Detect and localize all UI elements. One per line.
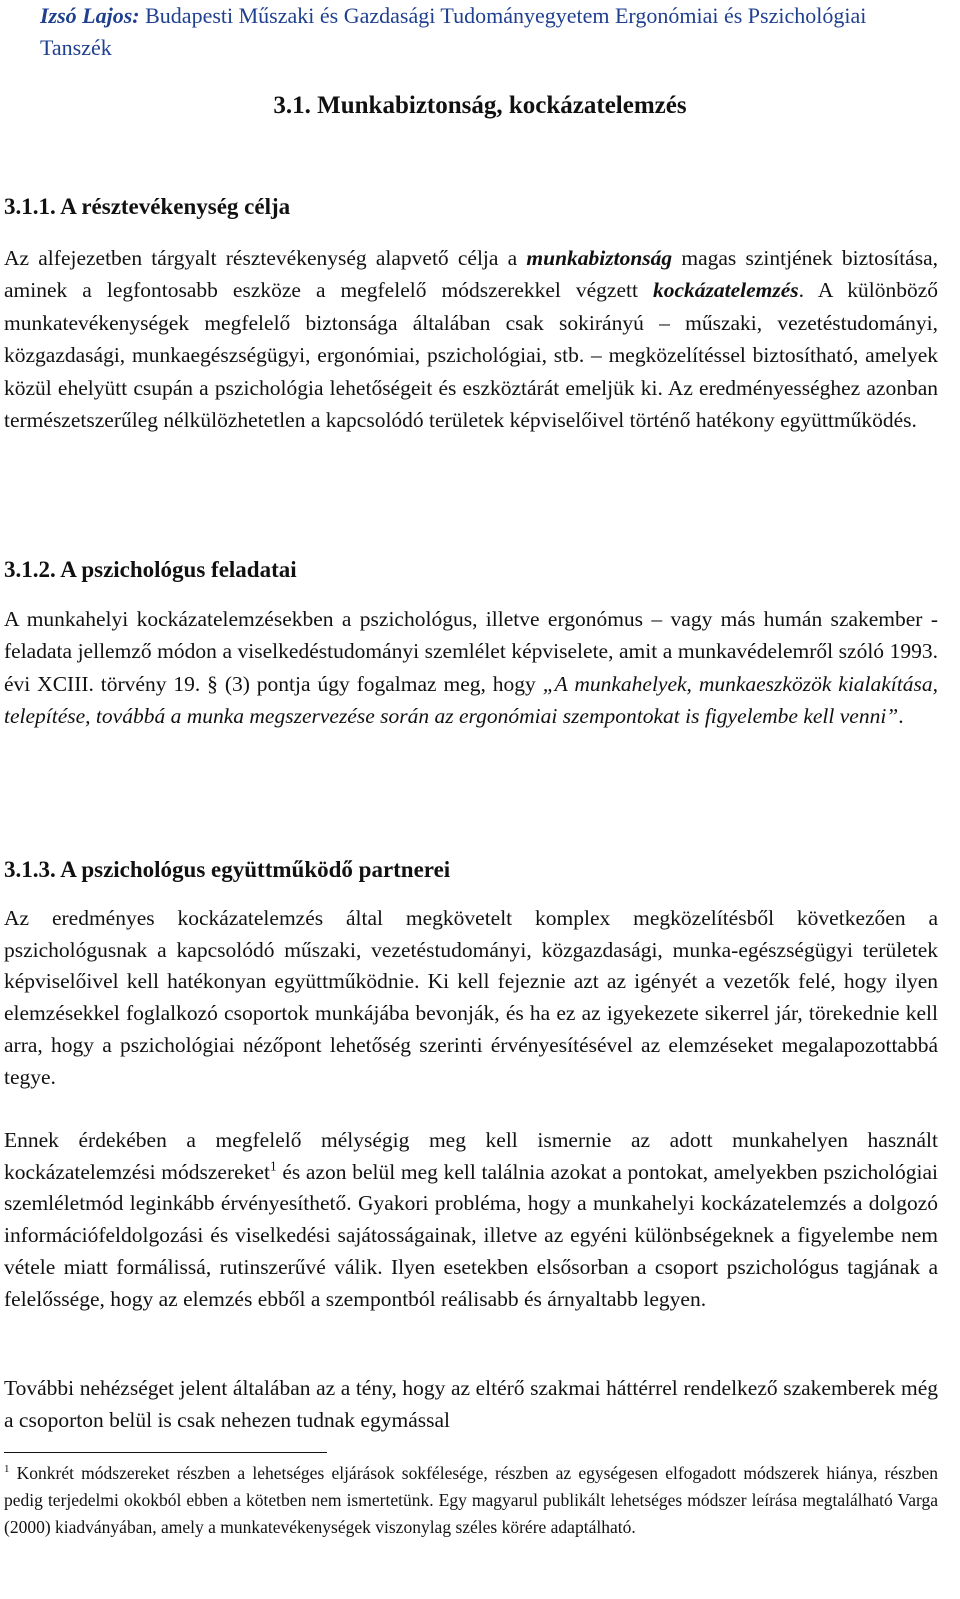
text-run: Az alfejezetben tárgyalt résztevékenység alapvető célja a (4, 246, 527, 270)
paragraph-partners-2 (4, 1125, 938, 1315)
subsection-title-3: 3.1.3. A pszichológus együttműködő partnerei (4, 857, 451, 882)
paragraph-partners-1: Az eredményes kockázatelemzés által megkövetelt komplex megközelítésből következően a pszichológusnak a kapcsolódó műszaki, vezetéstudományi, közgazdasági, munka-egészségügyi területek képviselőivel kell hatékonyan együttműködnie. Ki kell fejeznie azt az igényét a vezetők felé, hogy ilyen elemzésekkel foglalkozó csoportok munkájába bevonják, és ha ez az igyekezete sikerrel jár, törekednie kell arra, hogy a pszichológiai nézőpont lehetőség szerinti érvényesítésével az elemzéseket megalapozottabbá tegye. (4, 906, 938, 1089)
footnote-mark: 1 (4, 1462, 10, 1475)
emphasis-kockazatelemzes: kockázatelemzés (652, 278, 799, 303)
subsection-title-1: 3.1.1. A résztevékenység célja (4, 194, 291, 219)
text-run: A munkahelyi kockázatelemzésekben a pszichológus, illetve ergonómus – vagy más humán szakember - feladata jellemző módon a viselkedéstudományi szemlélet képviselete, amit a munkavédelemről szóló 1993. évi XCIII. törvény 19. § (3) pontja úgy fogalmaz meg, hogy (4, 607, 938, 696)
text-run: . (898, 704, 904, 729)
law-quote: „A munkahelyek, munkaeszközök kialakítása, telepítése, továbbá a munka megszervezése során az ergonómiai szempontokat is figyelembe kell venni” (4, 671, 939, 729)
paragraph-tasks (4, 603, 938, 733)
text-run: és azon belül meg kell találnia azokat a pontokat, amelyekben pszichológiai szemléletmód leginkább érvényesíthető. Gyakori probléma, hogy a munkahelyi kockázatelemzés a dolgozó információfeldolgozási és viselkedési sajátosságainak, illetve az egyéni különbségeknek a figyelembe nem vétele miatt formálissá, rutinszerűvé válik. Ilyen esetekben elsősorban a csoport pszichológus tagjának a felelőssége, hogy az elemzés ebből a szempontból reálisabb és árnyaltabb legyen. (4, 1159, 939, 1311)
section-title: 3.1. Munkabiztonság, kockázatelemzés (273, 92, 687, 119)
footnote-text: Konkrét módszereket részben a lehetséges eljárások sokfélesége, részben az egységesen elfogadott módszerek hiánya, részben pedig terjedelmi okokból ebben a kötetben nem ismertetünk. Egy magyarul publikált lehetséges módszer leírása megtalálható Varga (2000) kiadványában, amely a munkatevékenységek viszonylag széles körére adaptálható. (4, 1463, 938, 1537)
footnote-reference: 1 (269, 1158, 277, 1174)
footnote (4, 1460, 938, 1541)
paragraph-partners-3: További nehézséget jelent általában az a tény, hogy az eltérő szakmai háttérrel rendelkező szakemberek még a csoporton belül is csak nehezen tudnak egymással (4, 1376, 938, 1432)
running-header (40, 0, 920, 64)
text-run: magas szintjének biztosítása, aminek a legfontosabb eszköze a megfelelő módszerekkel végzett (4, 246, 938, 303)
emphasis-munkabiztonsag: munkabiztonság (526, 246, 673, 270)
text-run: . A különböző munkatevékenységek megfelelő biztonsága általában csak sokirányú – műszaki, vezetéstudományi, közgazdasági, munkaegészségügyi, ergonómiai, pszichológiai, stb. – megközelítéssel biztosítható, amelyek közül ehelyütt csupán a pszichológia lehetőségeit és eszköztárát emeljük ki. Az eredményességhez azonban természetszerűleg nélkülözhetetlen a kapcsolódó területek képviselőivel történő hatékony együttműködés. (4, 278, 938, 433)
footnote-separator (4, 1452, 327, 1453)
text-run: Ennek érdekében a megfelelő mélységig meg kell ismernie az adott munkahelyen használt kockázatelemzési módszereket (4, 1128, 938, 1184)
header-institution: Budapesti Műszaki és Gazdasági Tudományegyetem Ergonómiai és Pszichológiai Tanszék (40, 3, 867, 60)
paragraph-purpose (4, 242, 938, 436)
subsection-title-2: 3.1.2. A pszichológus feladatai (4, 557, 297, 582)
header-author: Izsó Lajos: (40, 3, 140, 28)
